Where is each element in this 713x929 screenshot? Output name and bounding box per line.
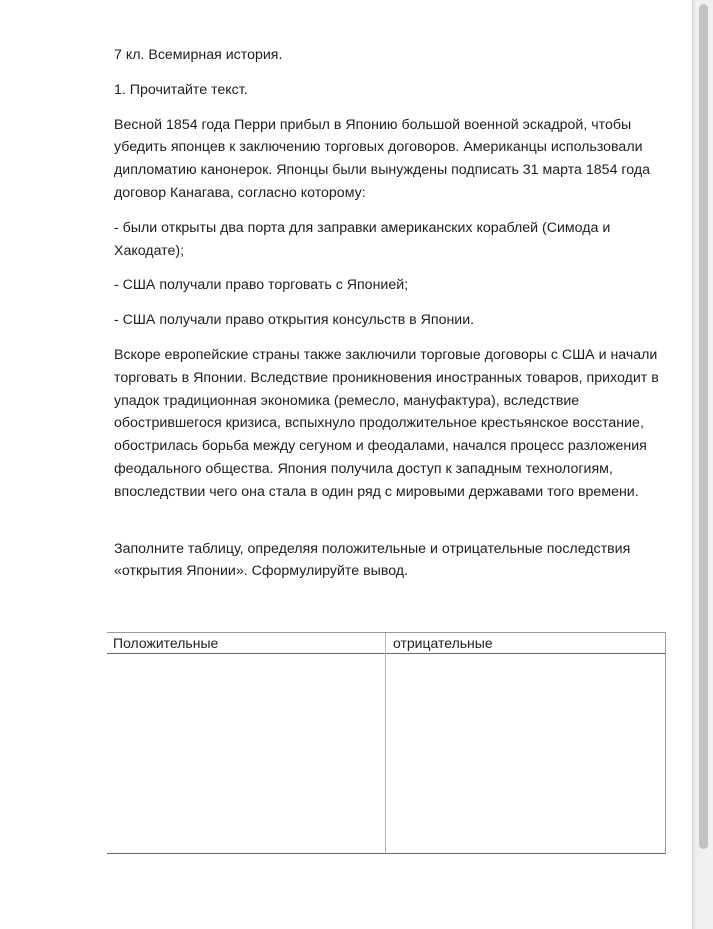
blank-line	[114, 516, 674, 538]
treaty-term-1: - были открыты два порта для заправки американских кораблей (Симода и Хакодате);	[114, 219, 611, 259]
scrollbar-thumb[interactable]	[699, 4, 708, 849]
vertical-scrollbar[interactable]	[696, 0, 713, 929]
history-paragraph-2: Вскоре европейские страны также заключили торговые договоры с США и начали торговать в Японии. Вследствие проникновения иностранных товаров, приходит в упадок традиционная экономика (ремесло, мануфактура), вследствие обострившегося кризиса, вспыхнуло продолжительное крестьянское восстание, обострилась борьба между сегуном и феодалами, начался процесс разложения феодального общества. Япония получила доступ к западным технологиям, впоследствии чего она стала в один ряд с мировыми державами того времени.	[114, 346, 659, 500]
task-2-instruction: Заполните таблицу, определяя положительные и отрицательные последствия «открытия Японии». Сформулируйте вывод.	[114, 540, 631, 580]
header-positive: Положительные	[113, 635, 219, 651]
treaty-term-2: - США получали право торговать с Японией;	[114, 277, 409, 294]
positive-consequences-cell[interactable]	[107, 654, 385, 852]
consequences-table	[107, 632, 666, 854]
document-body	[114, 44, 674, 595]
task-1-instruction: 1. Прочитайте текст.	[114, 81, 248, 98]
history-paragraph-1: Весной 1854 года Перри прибыл в Японию большой военной эскадрой, чтобы убедить японцев к заключению торговых договоров. Американцы использовали дипломатию канонерок. Японцы были вынуждены подписать 31 марта 1854 года договор Канагава, согласно которому:	[114, 116, 651, 201]
treaty-term-3: - США получали право открытия консульств в Японии.	[114, 312, 475, 329]
header-negative: отрицательные	[393, 635, 493, 651]
document-heading: 7 кл. Всемирная история.	[114, 47, 283, 63]
negative-consequences-cell[interactable]	[386, 654, 665, 852]
